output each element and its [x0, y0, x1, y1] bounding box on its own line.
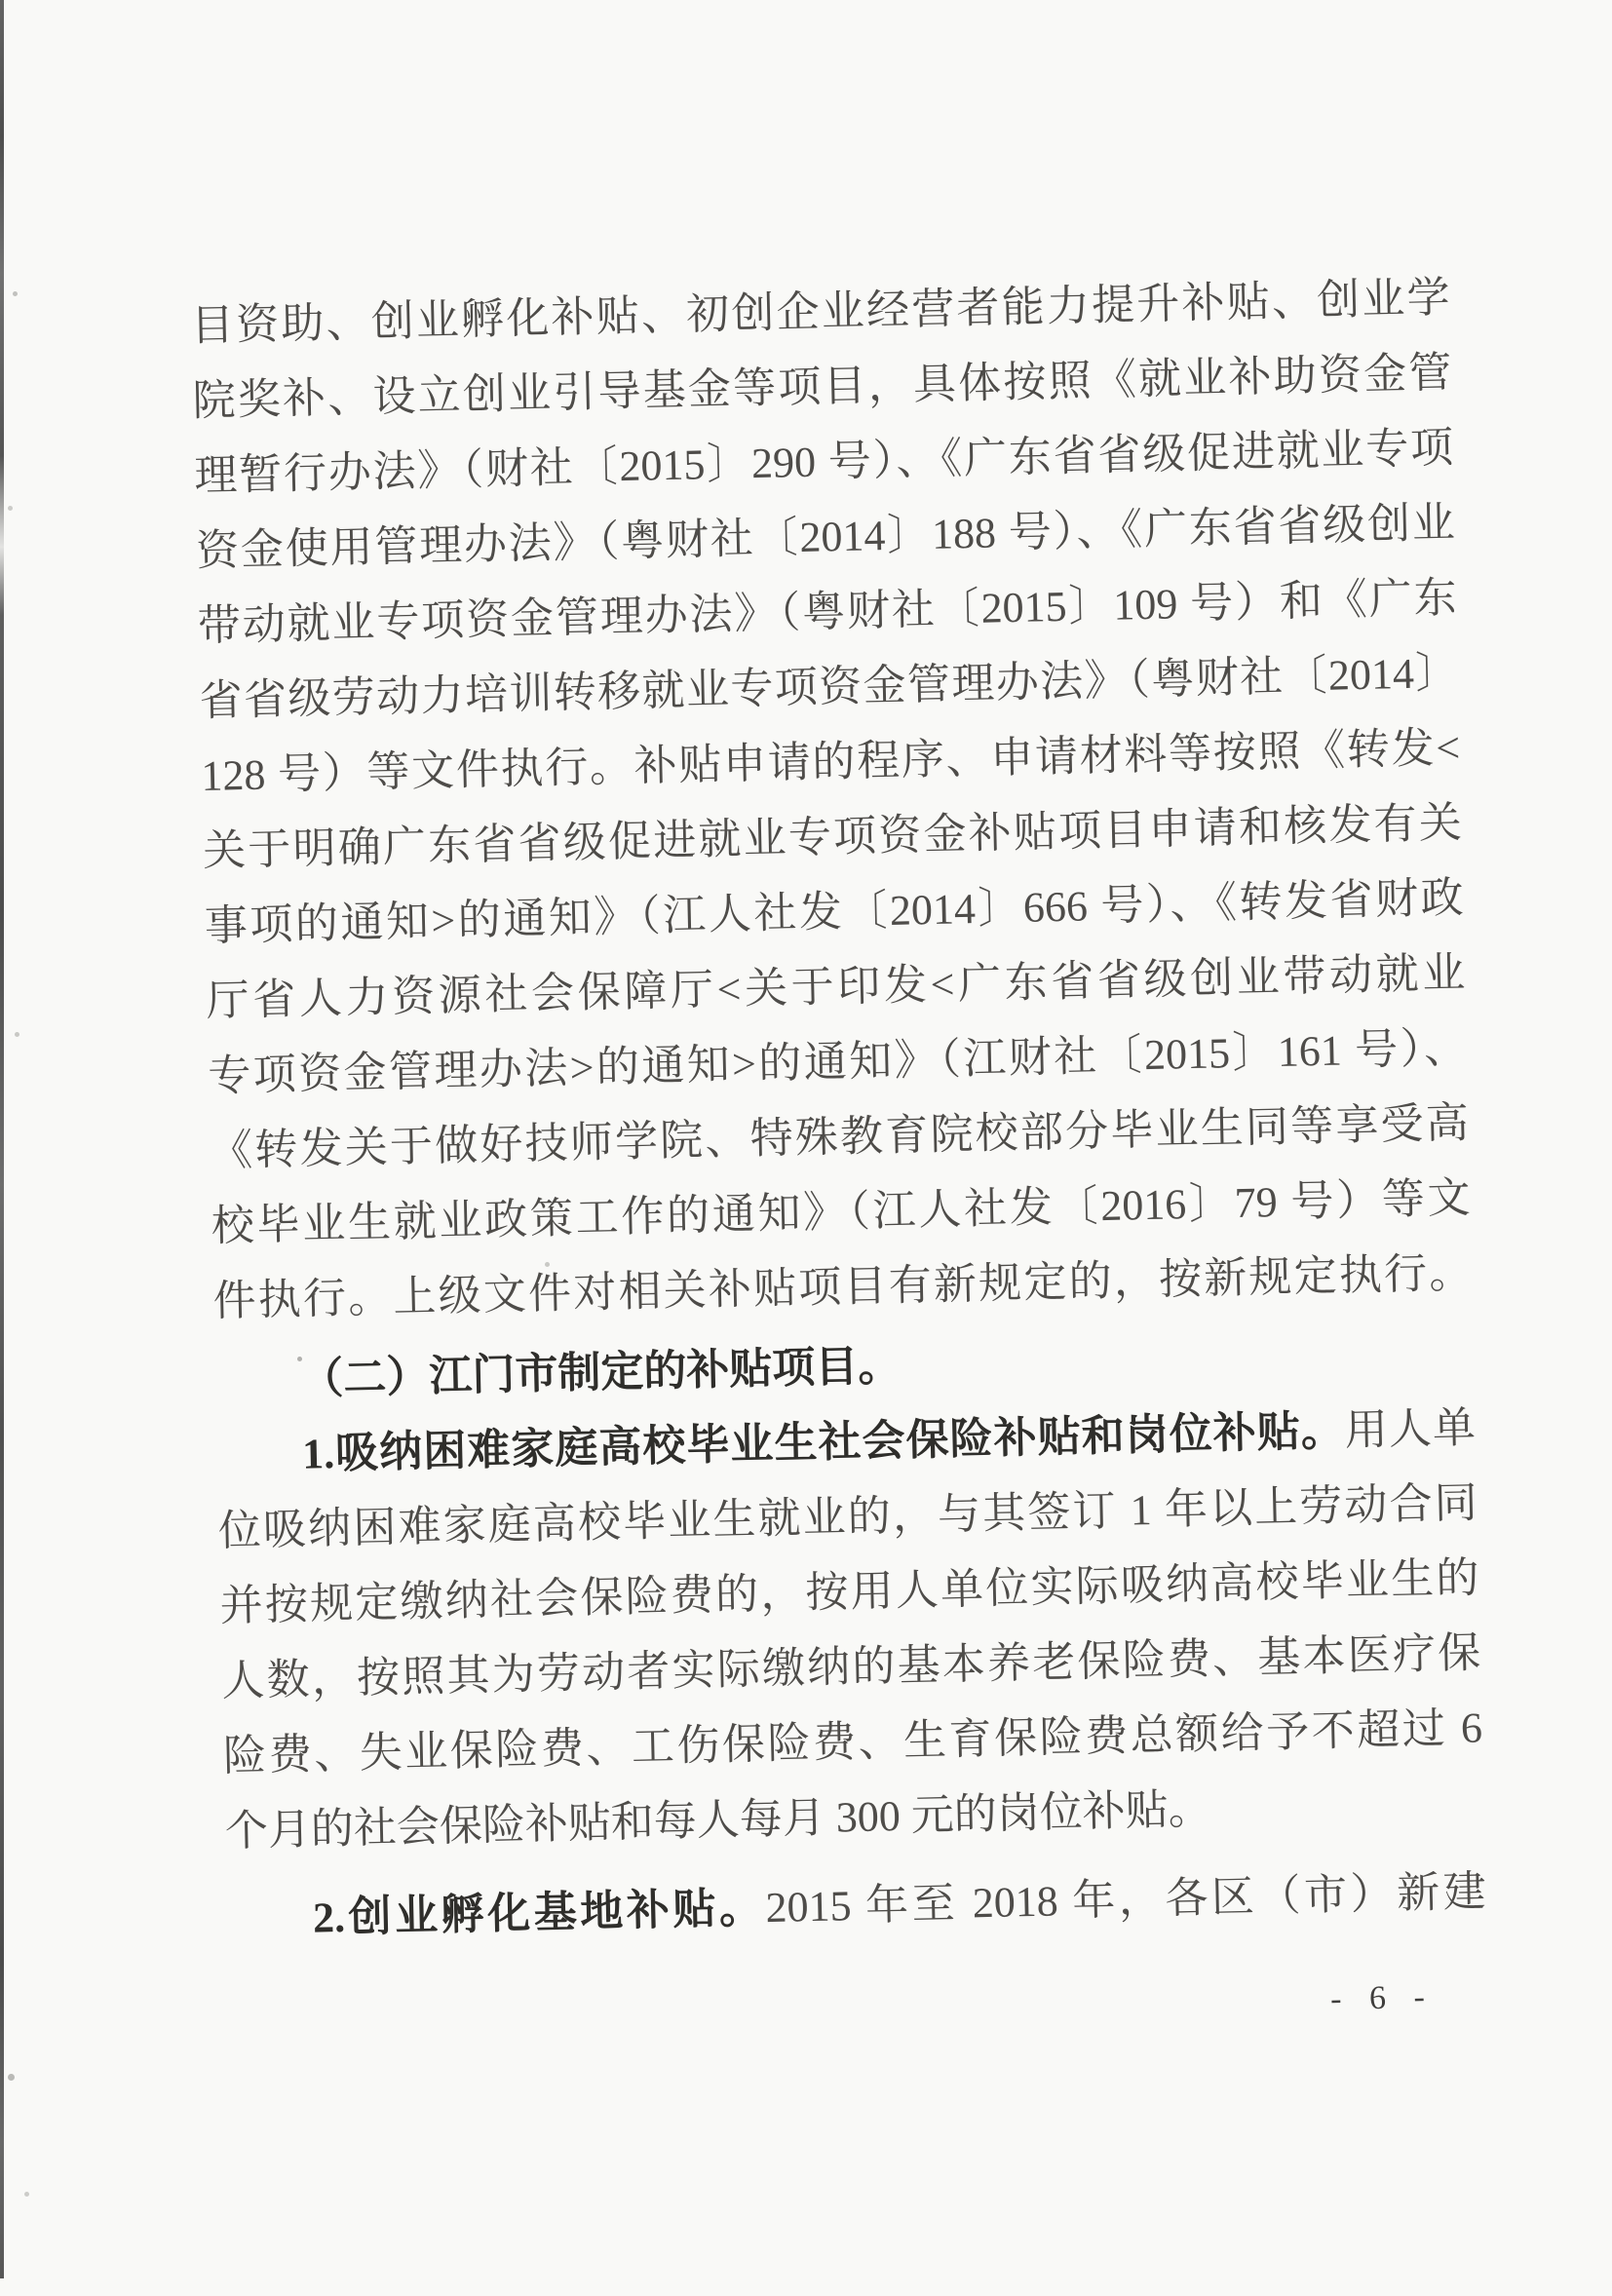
- item2-lead-text: 2015 年至 2018 年，各区（市）新建: [764, 1867, 1487, 1932]
- item1-title: 1.吸纳困难家庭高校毕业生社会保险补贴和岗位补贴。: [301, 1406, 1346, 1478]
- paragraph-line: 事项的通知>的通知》（江人社发〔2014〕666 号）、《转发省财政: [204, 873, 1465, 950]
- item1-lead-text: 用人单: [1344, 1403, 1477, 1455]
- item2-first-line: [226, 1854, 1486, 1957]
- paragraph-line: 目资助、创业孵化补贴、初创企业经营者能力提升补贴、创业学: [190, 273, 1451, 351]
- paragraph-line: 专项资金管理办法>的通知>的通知》（江财社〔2015〕161 号）、: [207, 1023, 1468, 1100]
- paragraph-line: 资金使用管理办法》（粤财社〔2014〕188 号）、《广东省省级创业: [195, 498, 1456, 576]
- section-heading: （二）江门市制定的补贴项目。: [299, 1341, 902, 1403]
- paragraph-line: 位吸纳困难家庭高校毕业生就业的，与其签订 1 年以上劳动合同: [217, 1478, 1478, 1555]
- paragraph-line: 省省级劳动力培训转移就业专项资金管理办法》（粤财社〔2014〕: [199, 648, 1459, 725]
- paragraph-line: 校毕业生就业政策工作的通知》（江人社发〔2016〕79 号）等文: [211, 1173, 1472, 1250]
- paragraph-line: 院奖补、设立创业引导基金等项目，具体按照《就业补助资金管: [192, 348, 1452, 426]
- paragraph-line: 128 号）等文件执行。补贴申请的程序、申请材料等按照《转发<: [200, 723, 1461, 800]
- body-text: [190, 260, 1487, 1958]
- paragraph-line: 带动就业专项资金管理办法》（粤财社〔2015〕109 号）和《广东: [197, 573, 1458, 651]
- paragraph-line: 险费、失业保险费、工伤保险费、生育保险费总额给予不超过 6: [222, 1703, 1483, 1780]
- paragraph-line: 厅省人力资源社会保障厅<关于印发<广东省省级创业带动就业: [206, 948, 1466, 1025]
- scan-specks: [0, 0, 3, 3]
- item2-title: 2.创业孵化基地补贴。: [312, 1884, 767, 1942]
- paragraph-line: 《转发关于做好技师学院、特殊教育院校部分毕业生同等享受高: [209, 1098, 1470, 1175]
- paragraph-line: 理暂行办法》（财社〔2015〕290 号）、《广东省省级促进就业专项: [193, 423, 1454, 501]
- paragraph-line: 个月的社会保险补贴和每人每月 300 元的岗位补贴。: [224, 1784, 1212, 1856]
- paragraph-line: 关于明确广东省省级促进就业专项资金补贴项目申请和核发有关: [202, 798, 1463, 875]
- paragraph-line: 人数，按照其为劳动者实际缴纳的基本养老保险费、基本医疗保: [220, 1628, 1481, 1705]
- page-number: - 6 -: [1329, 1978, 1436, 2018]
- paragraph-line: 件执行。上级文件对相关补贴项目有新规定的，按新规定执行。: [212, 1248, 1473, 1325]
- paragraph-line: 并按规定缴纳社会保险费的，按用人单位实际吸纳高校毕业生的: [219, 1553, 1479, 1630]
